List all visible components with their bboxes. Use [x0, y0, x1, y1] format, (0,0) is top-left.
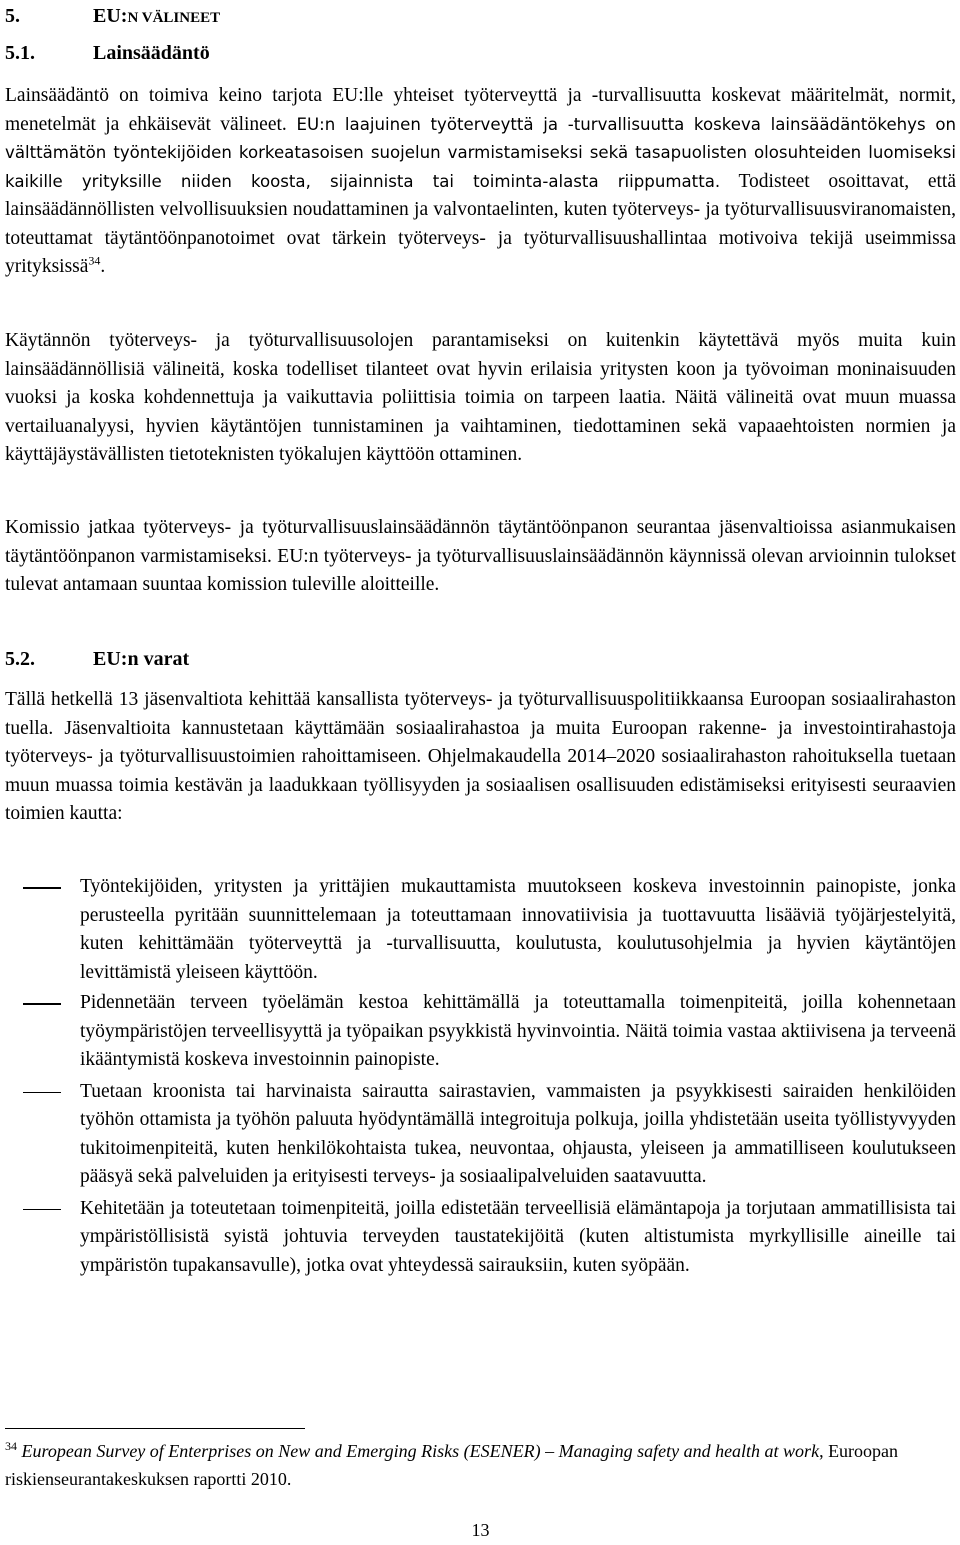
list-item: [5, 873, 956, 987]
list-item: [5, 1195, 956, 1281]
paragraph-middle: EU:n laajuinen työterveyttä ja -turvallisuutta koskeva lainsäädäntökehys on välttämätön työntekijöiden korkeatasoisen suojelun varmistamiseksi sekä tasapuolisten olosuhteiden luomiseksi kaikille yrityksille niiden koosta, sijainnista tai toiminta-alasta riippumatta.: [5, 114, 956, 191]
section-number: 5.1.: [5, 42, 35, 64]
paragraph-commission-monitoring: [5, 514, 956, 600]
list-item-text: Työntekijöiden, yritysten ja yrittäjien mukauttamista muutokseen koskeva investoinnin painopiste, jonka perusteella pyritään suunnittelemaan ja toteuttamaan innovatiivisia ja tuottavuutta lisääviä työjärjestelyitä, kuten kehittämään työterveyttä ja -turvallisuutta, koulutusta, koulutusohjelmia ja hyvien käytäntöjen levittämistä yleiseen käyttöön.: [80, 876, 956, 983]
paragraph-text: Tällä hetkellä 13 jäsenvaltiota kehittää kansallista työterveys- ja työturvallisuuspolitiikkaansa Euroopan sosiaalirahaston tuella. Jäsenvaltioita kannustetaan käyttämään sosiaalirahastoa ja muita Euroopan rakenne- ja investointirahastoja työterveys- ja työturvallisuustoimien rahoittamiseen. Ohjelmakaudella 2014–2020 sosiaalirahaston rahoituksella tuetaan muun muassa toimia kestävän ja laadukkaan työllisyyden ja sosiaalisen osallisuuden edistämiseksi erityisesti seuraavien toimien kautta:: [5, 689, 956, 824]
section-title: EU:n varat: [93, 648, 190, 670]
dash-bullet-icon: [23, 1003, 61, 1005]
section-number: 5.: [5, 5, 20, 27]
footnote: [5, 1437, 956, 1493]
section-heading-5: [5, 2, 220, 33]
footnote-number: 34: [5, 1439, 17, 1453]
section-heading-5-2: [5, 645, 189, 674]
paragraph-text: Komissio jatkaa työterveys- ja työturvallisuuslainsäädännön täytäntöönpanon seurantaa jäsenvaltioissa asianmukaisen täytäntöönpanon varmistamiseksi. EU:n työterveys- ja työturvallisuuslainsäädännön käynnissä olevan arvioinnin tulokset tulevat antamaan suuntaa komission tuleville aloitteille.: [5, 517, 956, 595]
list-item-text: Tuetaan kroonista tai harvinaista sairautta sairastavien, vammaisten ja psyykkisesti sairaiden henkilöiden työhön ottamista ja työhön paluuta hyödyntämällä integroituja polkuja, joilla yhdistetään useita työllistyvyyden tukitoimenpiteitä, kuten henkilökohtaista tukea, neuvontaa, ohjausta, yleiseen ja ammatilliseen koulutukseen pääsyä sekä palveluiden ja erityisesti terveys- ja sosiaalipalveluiden saatavuutta.: [80, 1080, 956, 1187]
list-item: [5, 1078, 956, 1192]
list-item: [5, 989, 956, 1075]
dash-list: [5, 873, 956, 1280]
list-item-text: Pidennetään terveen työelämän kestoa kehittämällä ja toteuttamalla toimenpiteitä, joilla kohennetaan työympäristöjen terveellisyyttä ja työpaikan psyykkistä hyvinvointia. Näitä toimia vastaa aktiivisena ja terveenä ikääntymistä koskeva investoinnin painopiste.: [80, 992, 956, 1070]
paragraph-legislation: [5, 82, 956, 282]
paragraph-text: Käytännön työterveys- ja työturvallisuusolojen parantamiseksi on kuitenkin käytettävä myös muita kuin lainsäädännöllisiä välineitä, koska todelliset tilanteet ovat hyvin erilaisia yritysten koon ja työvoiman moninaisuuden vuoksi ja koska kohdennettuja ja vaikuttavia poliittisia toimia on tarpeen laatia. Näitä välineitä ovat muun muassa vertailuanalyysi, hyvien käytäntöjen tunnistaminen ja vaihtaminen, tiedottaminen sekä vapaaehtoisten normien ja käyttäjäystävällisten tietoteknisten työkalujen käyttöön ottaminen.: [5, 330, 956, 465]
paragraph-end: .: [100, 256, 106, 277]
dash-bullet-icon: [23, 1092, 61, 1094]
paragraph-tail: Todisteet osoittavat, että lainsäädännöllisten velvollisuuksien noudattaminen ja valvontaelinten, kuten työterveys- ja työturvallisuusviranomaisten, toteuttamat täytäntöönpanotoimet ovat tärkein työterveys- ja työturvallisuushallintaa motivoiva tekijä useimmissa yrityksissä: [5, 170, 956, 277]
paragraph-eu-funds: [5, 686, 956, 829]
footnote-separator: [5, 1428, 305, 1429]
paragraph-non-legislative-tools: [5, 327, 956, 470]
dash-bullet-icon: [23, 887, 61, 889]
section-title: Lainsäädäntö: [93, 42, 210, 64]
page-number: 13: [471, 1520, 490, 1540]
section-title-main: EU:: [93, 5, 128, 27]
footnote-italic-title: European Survey of Enterprises on New and Emerging Risks (ESENER) – Managing safety and health at work: [21, 1441, 820, 1461]
paragraph-lead: Lainsäädäntö on toimiva keino tarjota EU:lle yhteiset työterveyttä ja -turvallisuutta koskevat määritelmät, normit, menetelmät ja ehkäisevät välineet.: [5, 85, 956, 135]
section-heading-5-1: [5, 39, 210, 68]
footnote-reference[interactable]: 34: [88, 253, 101, 268]
section-title-smallcaps: N VÄLINEET: [127, 10, 221, 26]
section-number: 5.2.: [5, 648, 35, 670]
list-item-text: Kehitetään ja toteutetaan toimenpiteitä, joilla edistetään terveellisiä elämäntapoja ja torjutaan ammatillisista tai ympäristöllisistä syistä johtuvia terveyden taustatekijöitä (kuten altistumista myrkyllisille aineille tai ympäristön tupakansavulle), jotka ovat yhteydessä sairauksiin, kuten syöpään.: [80, 1197, 956, 1276]
footnote-plain-text: , Euroopan riskienseurantakeskuksen raportti 2010.: [5, 1441, 899, 1489]
dash-bullet-icon: [23, 1209, 61, 1211]
